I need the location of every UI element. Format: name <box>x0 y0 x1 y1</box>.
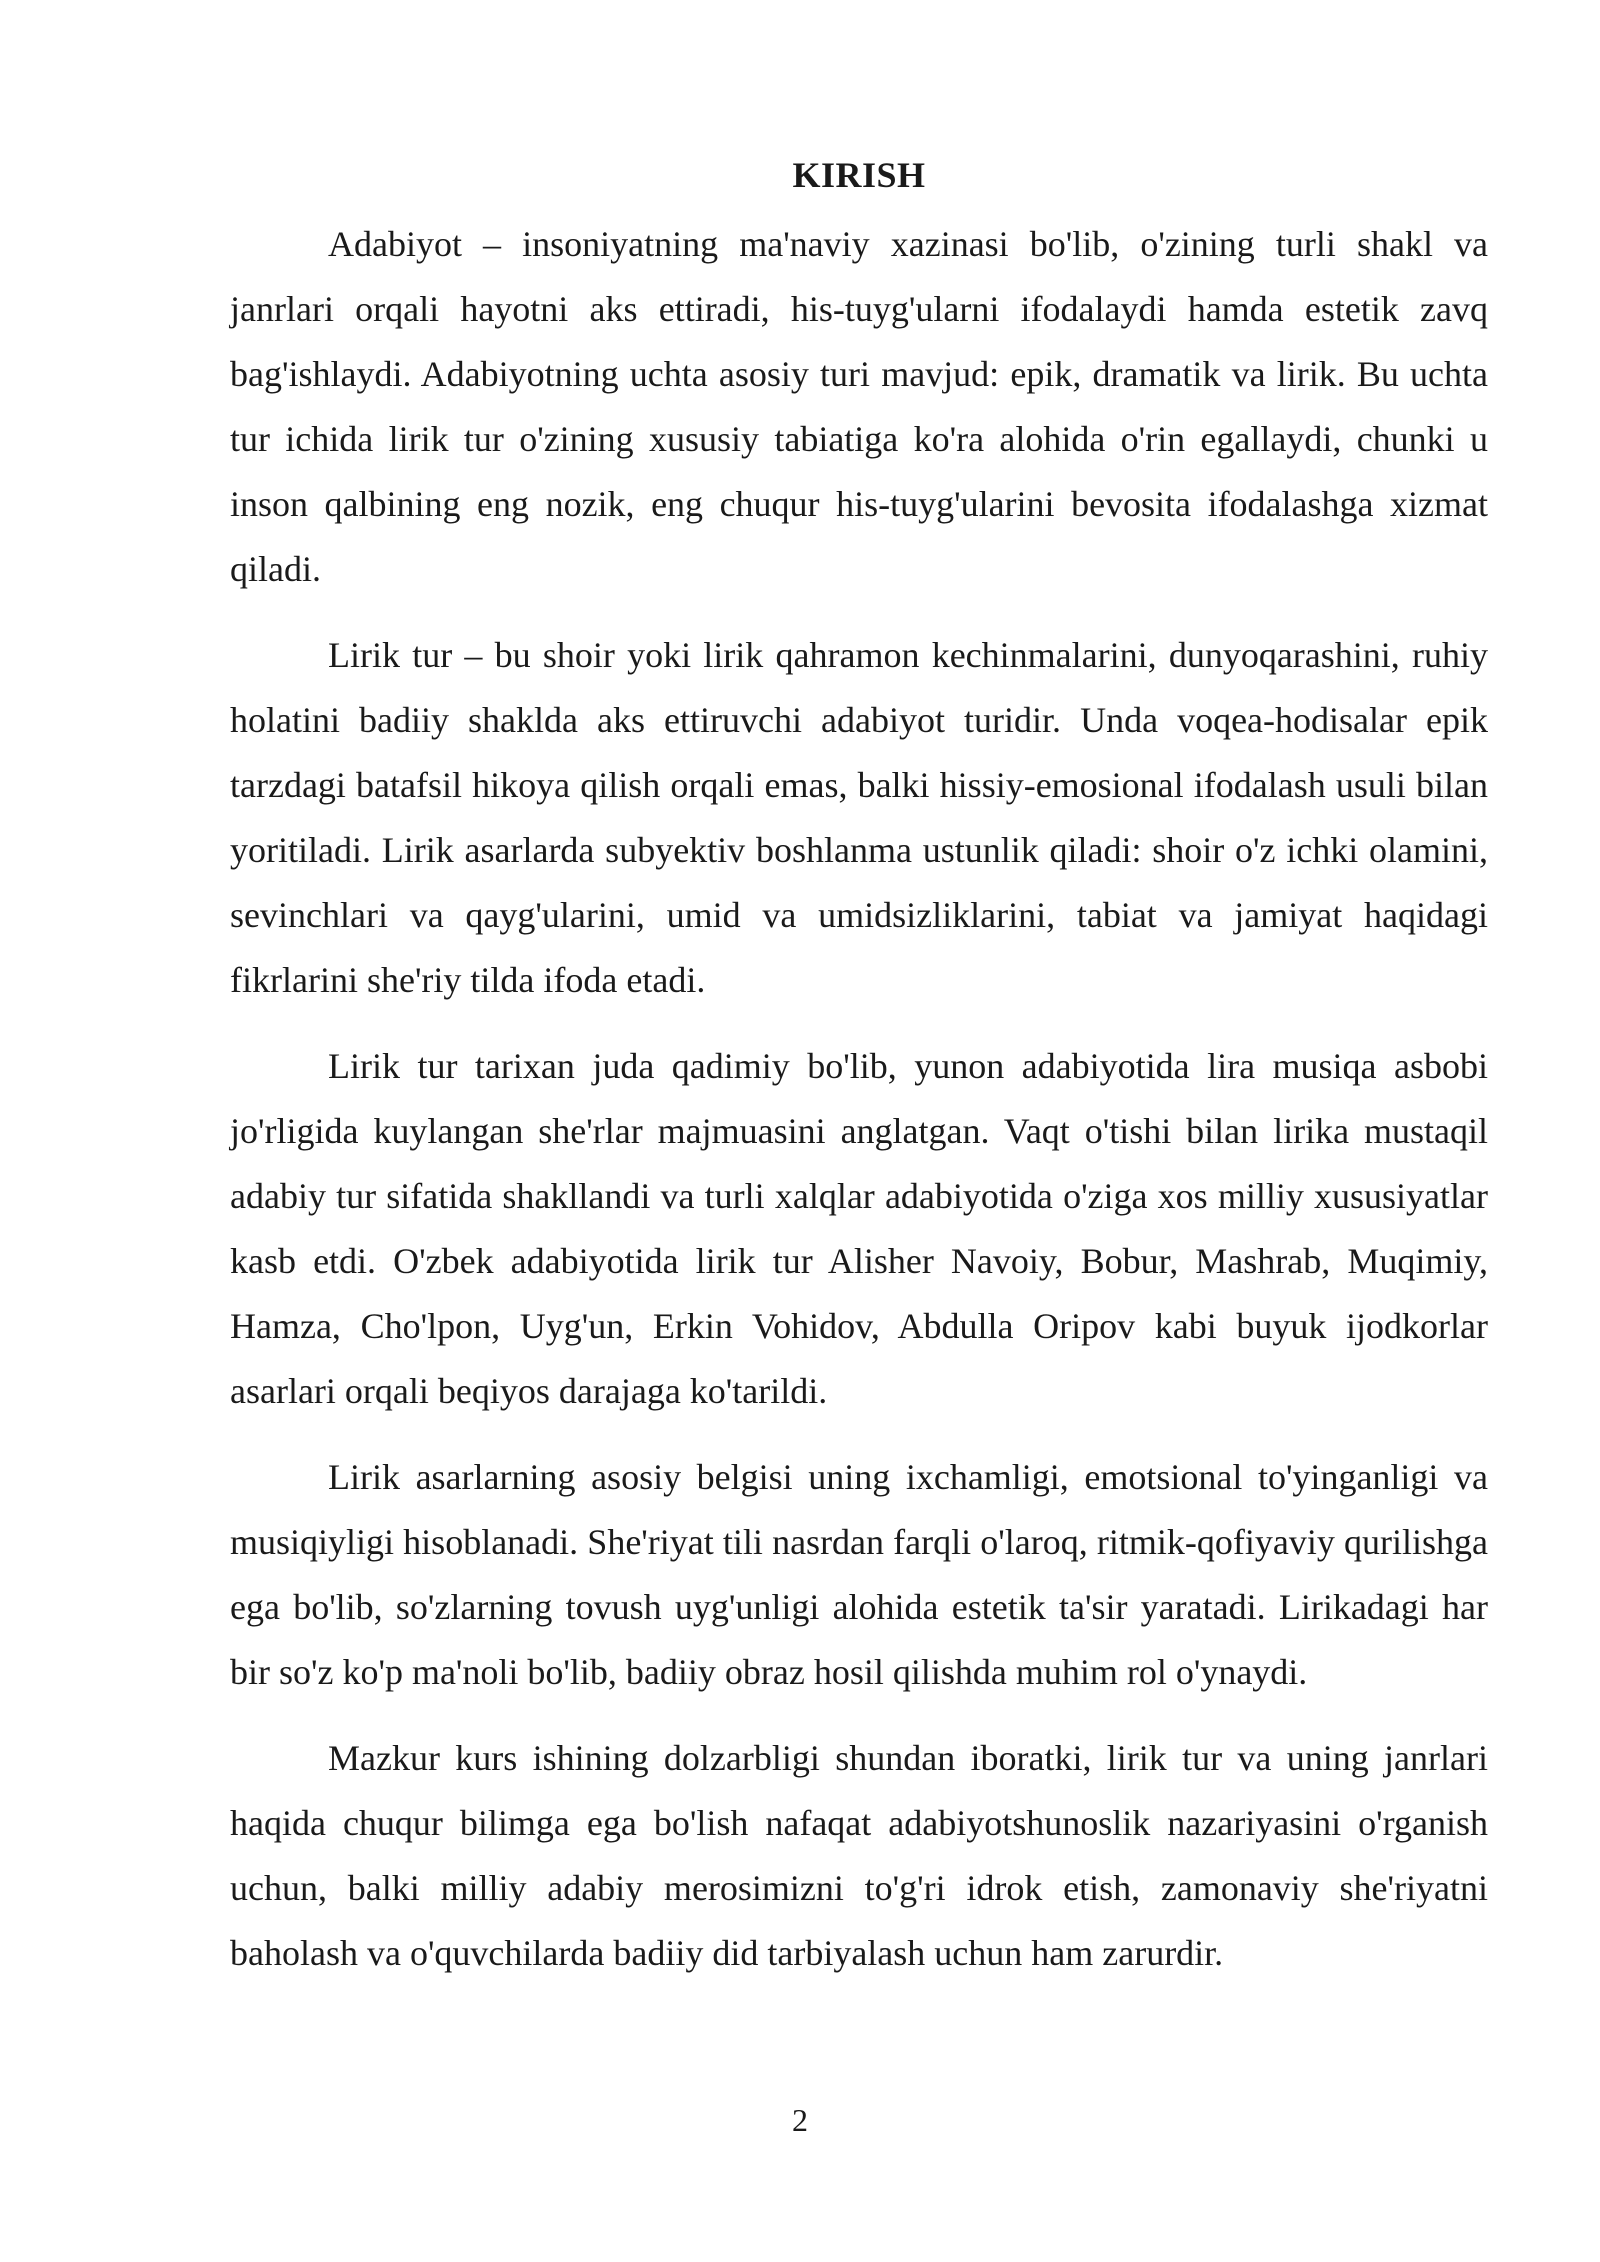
paragraph-5: Mazkur kurs ishining dolzarbligi shundan iboratki, lirik tur va uning janrlari haqida chuqur bilimga ega bo'lish nafaqat adabiyotshunoslik nazariyasini o'rganish uchun, balki milliy adabiy merosimizni to'g'ri idrok etish, zamonaviy she'riyatni baholash va o'quvchilarda badiiy did tarbiyalash uchun ham zarurdir. <box>230 1738 1488 1973</box>
page-number: 2 <box>792 2102 808 2138</box>
page-heading: KIRISH <box>792 155 926 195</box>
paragraph-1: Adabiyot – insoniyatning ma'naviy xazinasi bo'lib, o'zining turli shakl va janrlari orqali hayotni aks ettiradi, his-tuyg'ularni ifodalaydi hamda estetik zavq bag'ishlaydi. Adabiyotning uchta asosiy turi mavjud: epik, dramatik va lirik. Bu uchta tur ichida lirik tur o'zining xususiy tabiatiga ko'ra alohida o'rin egallaydi, chunki u inson qalbining eng nozik, eng chuqur his-tuyg'ularini bevosita ifodalashga xizmat qiladi. <box>230 224 1488 589</box>
page-content <box>230 150 1488 2007</box>
paragraph-4: Lirik asarlarning asosiy belgisi uning ixchamligi, emotsional to'yinganligi va musiqiyligi hisoblanadi. She'riyat tili nasrdan farqli o'laroq, ritmik-qofiyaviy qurilishga ega bo'lib, so'zlarning tovush uyg'unligi alohida estetik ta'sir yaratadi. Lirikadagi har bir so'z ko'p ma'noli bo'lib, badiiy obraz hosil qilishda muhim rol o'ynaydi. <box>230 1457 1488 1692</box>
paragraph-3: Lirik tur tarixan juda qadimiy bo'lib, yunon adabiyotida lira musiqa asbobi jo'rligida kuylangan she'rlar majmuasini anglatgan. Vaqt o'tishi bilan lirika mustaqil adabiy tur sifatida shakllandi va turli xalqlar adabiyotida o'ziga xos milliy xususiyatlar kasb etdi. O'zbek adabiyotida lirik tur Alisher Navoiy, Bobur, Mashrab, Muqimiy, Hamza, Cho'lpon, Uyg'un, Erkin Vohidov, Abdulla Oripov kabi buyuk ijodkorlar asarlari orqali beqiyos darajaga ko'tarildi. <box>230 1046 1488 1411</box>
paragraph-2: Lirik tur – bu shoir yoki lirik qahramon kechinmalarini, dunyoqarashini, ruhiy holatini badiiy shaklda aks ettiruvchi adabiyot turidir. Unda voqea-hodisalar epik tarzdagi batafsil hikoya qilish orqali emas, balki hissiy-emosional ifodalash usuli bilan yoritiladi. Lirik asarlarda subyektiv boshlanma ustunlik qiladi: shoir o'z ichki olamini, sevinchlari va qayg'ularini, umid va umidsizliklarini, tabiat va jamiyat haqidagi fikrlarini she'riy tilda ifoda etadi. <box>230 635 1488 1000</box>
